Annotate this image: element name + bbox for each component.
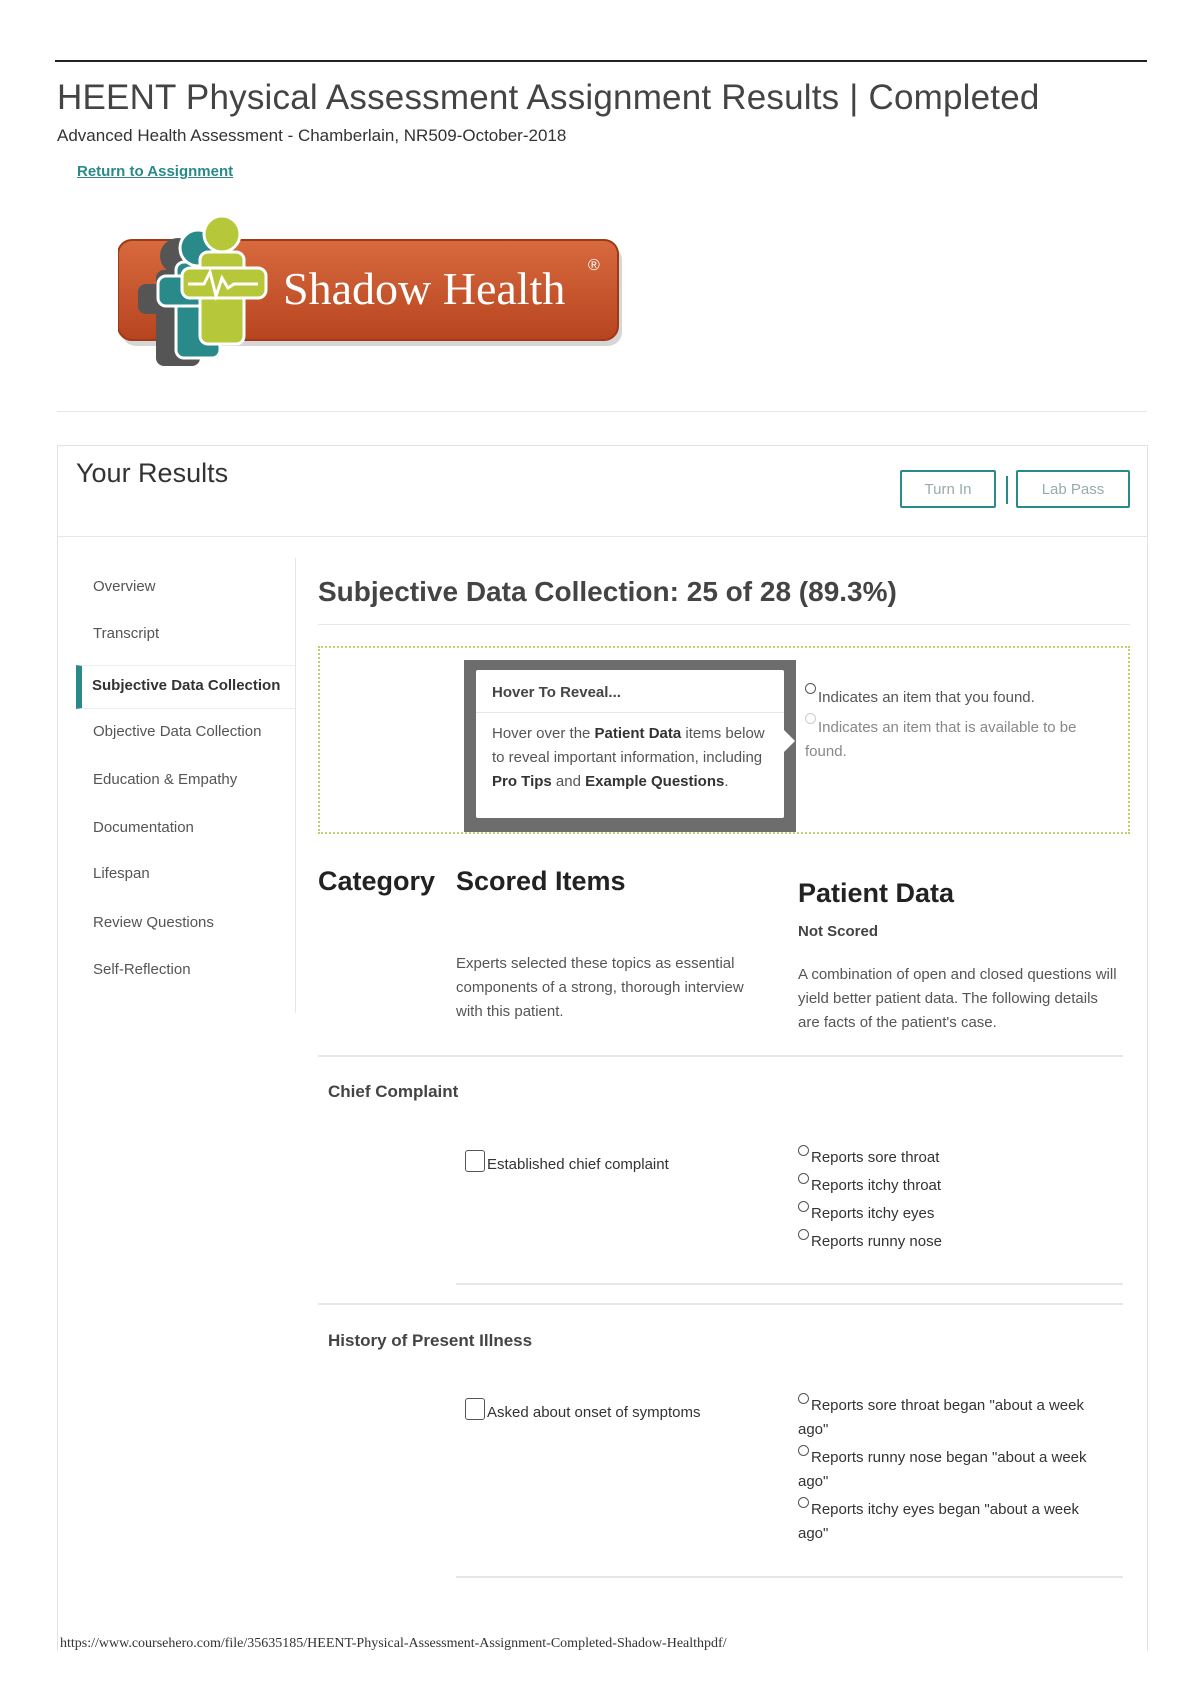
page-subtitle: Advanced Health Assessment - Chamberlain, NR509-October-2018 (57, 126, 567, 145)
section-heading: Subjective Data Collection: 25 of 28 (89.3%) (318, 576, 897, 607)
patient-data-item[interactable]: Reports itchy eyes began "about a week ago" (798, 1498, 1108, 1546)
tooltip-arrow-icon (784, 730, 795, 752)
patient-data-list (798, 1394, 1108, 1550)
top-rule (55, 60, 1147, 62)
patient-data-item[interactable]: Reports itchy throat (798, 1174, 1108, 1198)
divider (57, 411, 1147, 412)
legend-found: Indicates an item that you found. (805, 686, 1105, 710)
available-radio-icon (805, 713, 816, 724)
legend-available: Indicates an item that is available to be found. (805, 716, 1105, 764)
found-radio-icon (798, 1229, 809, 1240)
patient-data-item[interactable]: Reports sore throat (798, 1146, 1108, 1170)
found-radio-icon (798, 1497, 809, 1508)
patient-data-item[interactable]: Reports runny nose (798, 1230, 1108, 1254)
shadow-health-logo (118, 212, 678, 380)
checkbox-icon (465, 1150, 485, 1172)
button-separator (1006, 476, 1008, 504)
patient-data-list (798, 1146, 1108, 1258)
sidebar-item-overview[interactable]: Overview (93, 578, 156, 595)
results-header (58, 446, 1147, 537)
sidebar (58, 558, 296, 1013)
sidebar-item-documentation[interactable]: Documentation (93, 819, 194, 836)
column-header-category: Category (318, 866, 436, 896)
divider (476, 712, 784, 713)
found-radio-icon (798, 1145, 809, 1156)
scored-item: Asked about onset of symptoms (465, 1398, 700, 1421)
found-radio-icon (798, 1173, 809, 1184)
scored-items-description: Experts selected these topics as essential components of a strong, thorough interview with this patient. (456, 955, 744, 1020)
sidebar-item-self-reflection[interactable]: Self-Reflection (93, 961, 191, 978)
legend-box (318, 646, 1130, 834)
found-radio-icon (805, 683, 816, 694)
patient-data-item[interactable]: Reports itchy eyes (798, 1202, 1108, 1226)
column-header-scored-items: Scored Items (456, 866, 626, 896)
footer-url: https://www.coursehero.com/file/35635185/HEENT-Physical-Assessment-Assignment-Completed-Shadow-Healthpdf/ (60, 1636, 727, 1651)
hover-tooltip (464, 660, 796, 832)
turn-in-button[interactable]: Turn In (900, 470, 996, 508)
found-radio-icon (798, 1201, 809, 1212)
hover-tooltip-panel (476, 670, 784, 818)
sidebar-item-review-questions[interactable]: Review Questions (93, 914, 214, 931)
sidebar-item-transcript[interactable]: Transcript (93, 625, 160, 642)
lab-pass-button[interactable]: Lab Pass (1016, 470, 1130, 508)
page-title: HEENT Physical Assessment Assignment Results | Completed (57, 78, 1040, 117)
logo-text: Shadow Health (283, 263, 566, 314)
patient-data-item[interactable]: Reports sore throat began "about a week ago" (798, 1394, 1108, 1442)
sidebar-item-label: Subjective Data Collection (92, 677, 281, 694)
divider (318, 624, 1130, 625)
divider (456, 1576, 1123, 1578)
divider (456, 1283, 1123, 1285)
category-history-of-present-illness: History of Present Illness (328, 1331, 533, 1350)
hover-title: Hover To Reveal... (492, 684, 621, 701)
sidebar-item-objective-data-collection[interactable]: Objective Data Collection (93, 723, 262, 740)
column-header-patient-data: Patient Data (798, 878, 955, 908)
divider (318, 1303, 1123, 1305)
results-title: Your Results (76, 458, 229, 488)
found-radio-icon (798, 1445, 809, 1456)
checkbox-icon (465, 1398, 485, 1420)
sidebar-item-education-empathy[interactable]: Education & Empathy (93, 771, 238, 788)
divider (318, 1055, 1123, 1057)
scored-item: Established chief complaint (465, 1150, 669, 1173)
category-chief-complaint: Chief Complaint (328, 1082, 459, 1101)
logo-registered-mark: ® (588, 257, 600, 274)
not-scored-label: Not Scored (798, 923, 879, 940)
sidebar-item-lifespan[interactable]: Lifespan (93, 865, 150, 882)
sidebar-item-subjective-data-collection[interactable] (76, 665, 295, 709)
results-card (57, 445, 1148, 1651)
found-radio-icon (798, 1393, 809, 1404)
patient-data-item[interactable]: Reports runny nose began "about a week ago" (798, 1446, 1108, 1494)
return-to-assignment-link[interactable]: Return to Assignment (77, 163, 234, 180)
patient-data-description: A combination of open and closed questions will yield better patient data. The following details are facts of the patient's case. (798, 966, 1117, 1031)
hover-body: Hover over the Patient Data items below to reveal important information, including Pro Tips and Example Questions. (492, 725, 765, 790)
